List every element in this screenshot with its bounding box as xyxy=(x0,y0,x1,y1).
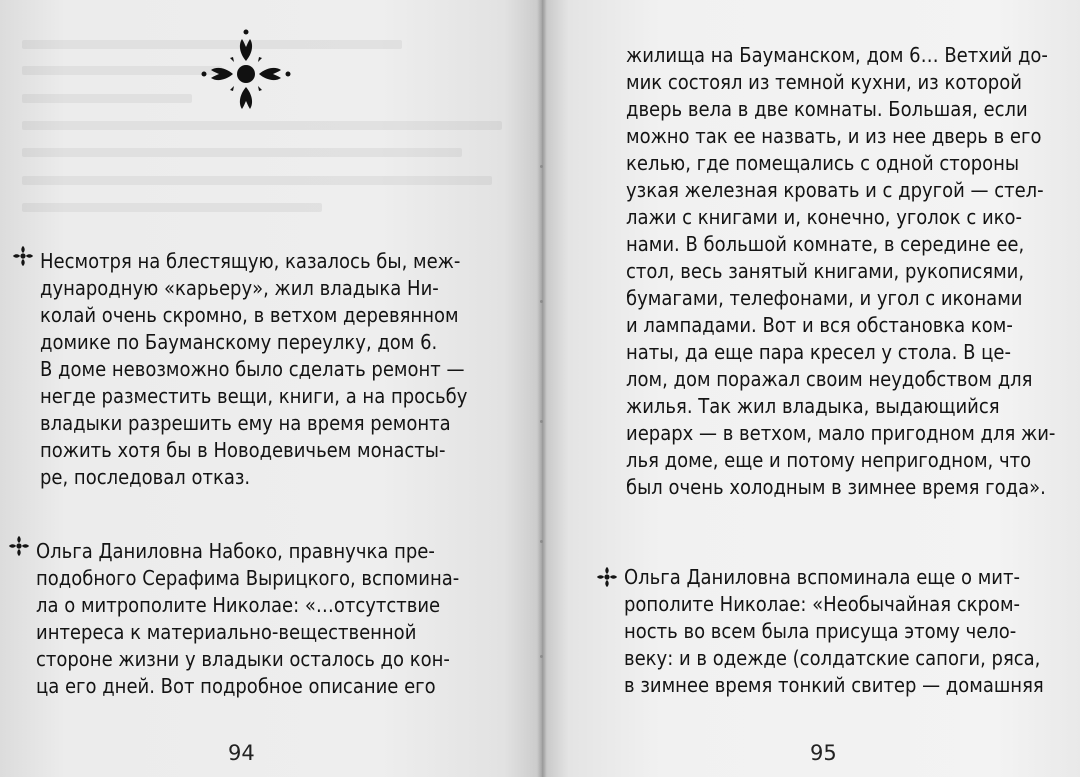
text-line: колай очень скромно, в ветхом деревянном xyxy=(40,303,459,327)
binding-stitch xyxy=(540,300,543,303)
bleed-through xyxy=(22,203,322,212)
text-line: и лампадами. Вот и вся обстановка ком- xyxy=(626,313,1013,337)
text-line: ца его дней. Вот подробное описание его xyxy=(36,674,436,698)
text-line: мик состоял из темной кухни, из которой xyxy=(626,70,1022,94)
text-line: стороне жизни у владыки осталось до кон- xyxy=(36,647,450,671)
text-line: лья доме, еще и потому непригодном, что xyxy=(626,448,1032,472)
text-line: веку: и в одежде (солдатские сапоги, ряса, xyxy=(624,646,1041,670)
bleed-through xyxy=(22,94,192,103)
text-line: лажи с книгами и, конечно, уголок с ико- xyxy=(626,205,1023,229)
text-line: наты, да еще пара кресел у стола. В це- xyxy=(626,340,1011,364)
text-line: ла о митрополите Николае: «…отсутствие xyxy=(36,593,441,617)
text-line: бумагами, телефонами, и угол с иконами xyxy=(626,286,1023,310)
bleed-through xyxy=(22,176,492,185)
text-line: рополите Николае: «Необычайная скром- xyxy=(624,592,1021,616)
text-line: был очень холодным в зимнее время года». xyxy=(626,475,1046,499)
cross-fleuron-icon xyxy=(595,565,619,589)
binding-stitch xyxy=(540,165,543,168)
text-line: жилища на Бауманском, дом 6… Ветхий до- xyxy=(626,43,1048,67)
binding-stitch xyxy=(540,655,543,658)
text-line: Ольга Даниловна Набоко, правнучка пре- xyxy=(36,539,435,563)
left-paragraph-1 xyxy=(40,248,467,491)
page-number-left: 94 xyxy=(228,741,255,765)
text-line: Ольга Даниловна вспоминала еще о мит- xyxy=(624,565,1020,589)
text-line: В доме невозможно было сделать ремонт — xyxy=(40,357,465,381)
text-line: Несмотря на блестящую, казалось бы, меж- xyxy=(40,249,461,273)
text-line: подобного Серафима Вырицкого, вспомина- xyxy=(36,566,460,590)
right-paragraph-2 xyxy=(624,564,1044,699)
text-line: ность во всем была присуща этому чело- xyxy=(624,619,1017,643)
text-line: стол, весь занятый книгами, рукописями, xyxy=(626,259,1025,283)
text-line: ре, последовал отказ. xyxy=(40,465,251,489)
page-number-right: 95 xyxy=(810,741,837,765)
left-paragraph-2 xyxy=(36,538,459,700)
cross-fleuron-icon xyxy=(7,534,31,558)
text-line: дверь вела в две комнаты. Большая, если xyxy=(626,97,1028,121)
text-line: пожить хотя бы в Новодевичьем монасты- xyxy=(40,438,446,462)
bleed-through xyxy=(22,66,222,75)
text-line: владыки разрешить ему на время ремонта xyxy=(40,411,451,435)
right-paragraph-1 xyxy=(626,42,1055,501)
text-line: нами. В большой комнате, в середине ее, xyxy=(626,232,1025,256)
text-line: иерарх — в ветхом, мало пригодном для жи- xyxy=(626,421,1056,445)
bleed-through xyxy=(22,121,502,130)
book-gutter xyxy=(537,0,547,777)
binding-stitch xyxy=(540,540,543,543)
text-line: можно так ее назвать, и из нее дверь в его xyxy=(626,124,1042,148)
text-line: домике по Бауманскому переулку, дом 6. xyxy=(40,330,438,354)
text-line: узкая железная кровать и с другой — стел- xyxy=(626,178,1044,202)
text-line: келью, где помещались с одной стороны xyxy=(626,151,1020,175)
binding-stitch xyxy=(540,420,543,423)
bleed-through xyxy=(22,148,462,157)
text-line: в зимнее время тонкий свитер — домашняя xyxy=(624,673,1044,697)
text-line: жилья. Так жил владыка, выдающийся xyxy=(626,394,1000,418)
text-line: интереса к материально-вещественной xyxy=(36,620,417,644)
floral-ornament-icon xyxy=(200,28,292,120)
right-page xyxy=(542,0,1080,777)
text-line: лом, дом поражал своим неудобством для xyxy=(626,367,1033,391)
text-line: негде разместить вещи, книги, а на просьбу xyxy=(40,384,468,408)
text-line: дународную «карьеру», жил владыка Ни- xyxy=(40,276,439,300)
cross-fleuron-icon xyxy=(11,244,35,268)
